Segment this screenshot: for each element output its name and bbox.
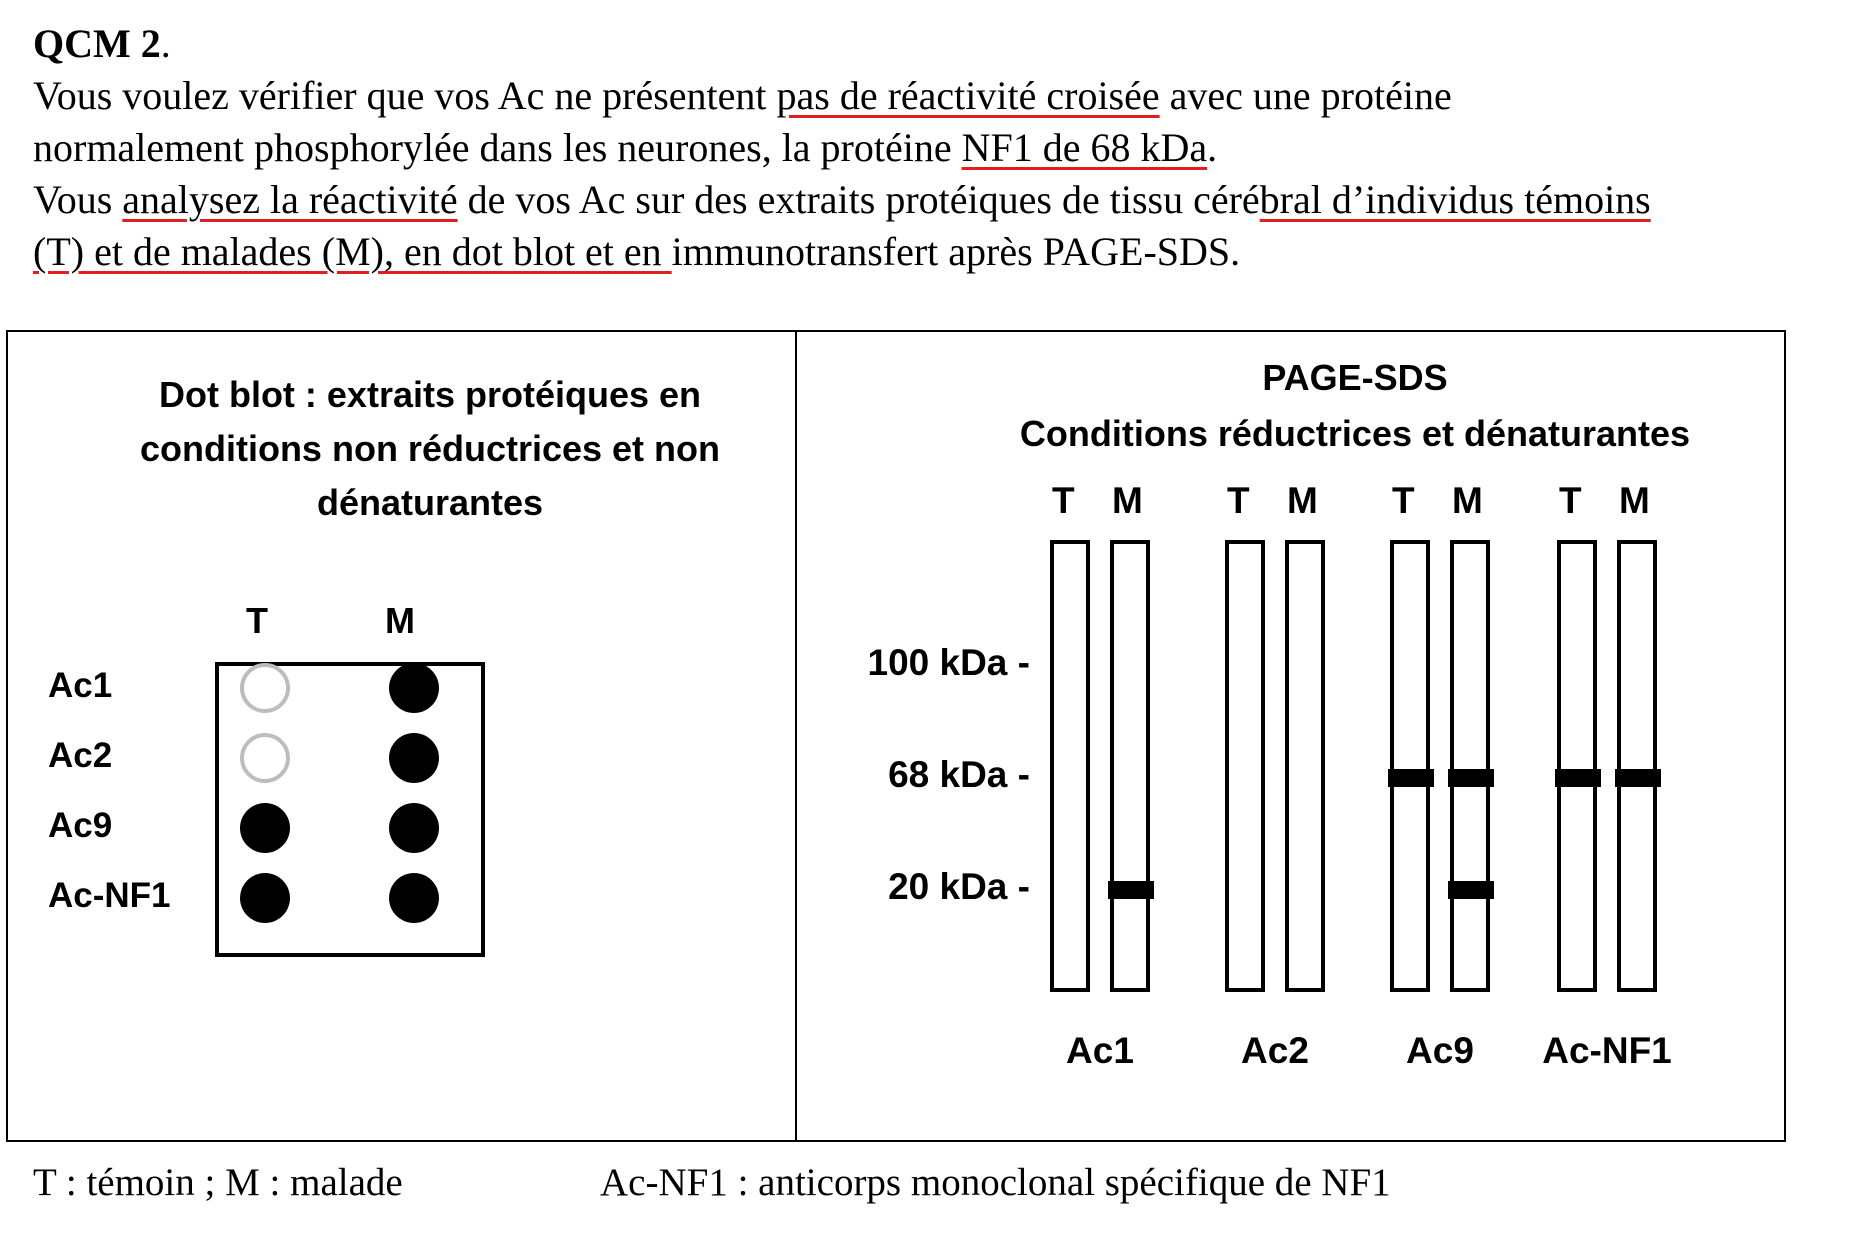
paragraph-text: de vos Ac sur des extraits protéiques de tissu céré (457, 177, 1260, 222)
lane-header-T: T (1052, 480, 1075, 521)
lane-header-M: M (1287, 480, 1318, 521)
dot-T-positive (240, 873, 290, 923)
lane-header-M: M (1112, 480, 1143, 521)
gel-lane-T (1225, 540, 1265, 992)
lane-header-T: T (1392, 480, 1415, 521)
dot-blot-row-label: Ac-NF1 (48, 876, 171, 915)
paragraph-line (33, 70, 1833, 122)
gel-band (1108, 881, 1154, 899)
gel-band (1555, 769, 1601, 787)
gel-lane-T (1390, 540, 1430, 992)
paragraph-line (33, 122, 1833, 174)
dot-blot-row-label: Ac1 (48, 666, 113, 705)
legend-tm: T : témoin ; M : malade (33, 1161, 403, 1204)
antibody-lane-label: Ac9 (1406, 1030, 1474, 1071)
paragraph-text: Vous (33, 177, 123, 222)
question-title (33, 16, 171, 72)
molecular-weight-marker: 68 kDa - (888, 754, 1030, 795)
gel-lane-T (1557, 540, 1597, 992)
gel-lane-M (1285, 540, 1325, 992)
antibody-lane-label: Ac2 (1241, 1030, 1309, 1071)
gel-band (1448, 881, 1494, 899)
dot-M-positive (389, 733, 439, 783)
dot-M-positive (389, 873, 439, 923)
paragraph-text: . (1207, 125, 1218, 170)
gel-lane-M (1110, 540, 1150, 992)
dot-T-negative (240, 663, 290, 713)
lane-header-M: M (1452, 480, 1483, 521)
dot-blot-title (60, 368, 800, 530)
dot-blot-col-M: M (385, 600, 415, 641)
underlined-text: analysez la réactivité (122, 177, 458, 222)
antibody-lane-label: Ac-NF1 (1542, 1030, 1672, 1071)
paragraph-text: Vous voulez vérifier que vos Ac ne présentent (33, 73, 777, 118)
paragraph-text: avec une protéine (1159, 73, 1452, 118)
dot-blot-row-label: Ac2 (48, 736, 113, 775)
dot-blot-title-line: conditions non réductrices et non (139, 428, 721, 469)
dot-blot-title-line: Dot blot : extraits protéiques en (158, 374, 702, 415)
dot-M-positive (389, 663, 439, 713)
underlined-text: bral d’individus témoins (1259, 177, 1651, 222)
paragraph-line (33, 226, 1833, 278)
gel-band (1388, 769, 1434, 787)
page-sds-title (800, 350, 1850, 462)
dot-blot-col-T: T (246, 600, 268, 641)
question-label: QCM 2 (33, 21, 161, 66)
gel-lane-T (1050, 540, 1090, 992)
legend-acnf1: Ac-NF1 : anticorps monoclonal spécifique de NF1 (600, 1161, 1391, 1204)
question-paragraph (33, 70, 1833, 278)
dot-blot-row-label: Ac9 (48, 806, 113, 845)
gel-band (1615, 769, 1661, 787)
question-title-punct: . (160, 21, 171, 66)
dot-T-positive (240, 803, 290, 853)
dot-blot-title-line: dénaturantes (316, 482, 544, 523)
paragraph-line (33, 174, 1833, 226)
molecular-weight-marker: 20 kDa - (888, 866, 1030, 907)
underlined-text: pas de réactivité croisée (776, 73, 1160, 118)
underlined-text: NF1 de 68 kDa (961, 125, 1208, 170)
page-sds-title-line: Conditions réductrices et dénaturantes (1019, 413, 1691, 454)
gel-lane-M (1617, 540, 1657, 992)
lane-header-M: M (1619, 480, 1650, 521)
antibody-lane-label: Ac1 (1066, 1030, 1134, 1071)
molecular-weight-marker: 100 kDa - (867, 642, 1030, 683)
paragraph-text: immunotransfert après PAGE-SDS. (671, 229, 1241, 274)
lane-header-T: T (1227, 480, 1250, 521)
dot-M-positive (389, 803, 439, 853)
paragraph-text: normalement phosphorylée dans les neurones, la protéine (33, 125, 962, 170)
dot-T-negative (240, 733, 290, 783)
underlined-text: (T) et de malades (M), en dot blot et en (33, 229, 672, 274)
page-sds-title-line: PAGE-SDS (1262, 357, 1448, 398)
lane-header-T: T (1559, 480, 1582, 521)
gel-lane-M (1450, 540, 1490, 992)
gel-band (1448, 769, 1494, 787)
